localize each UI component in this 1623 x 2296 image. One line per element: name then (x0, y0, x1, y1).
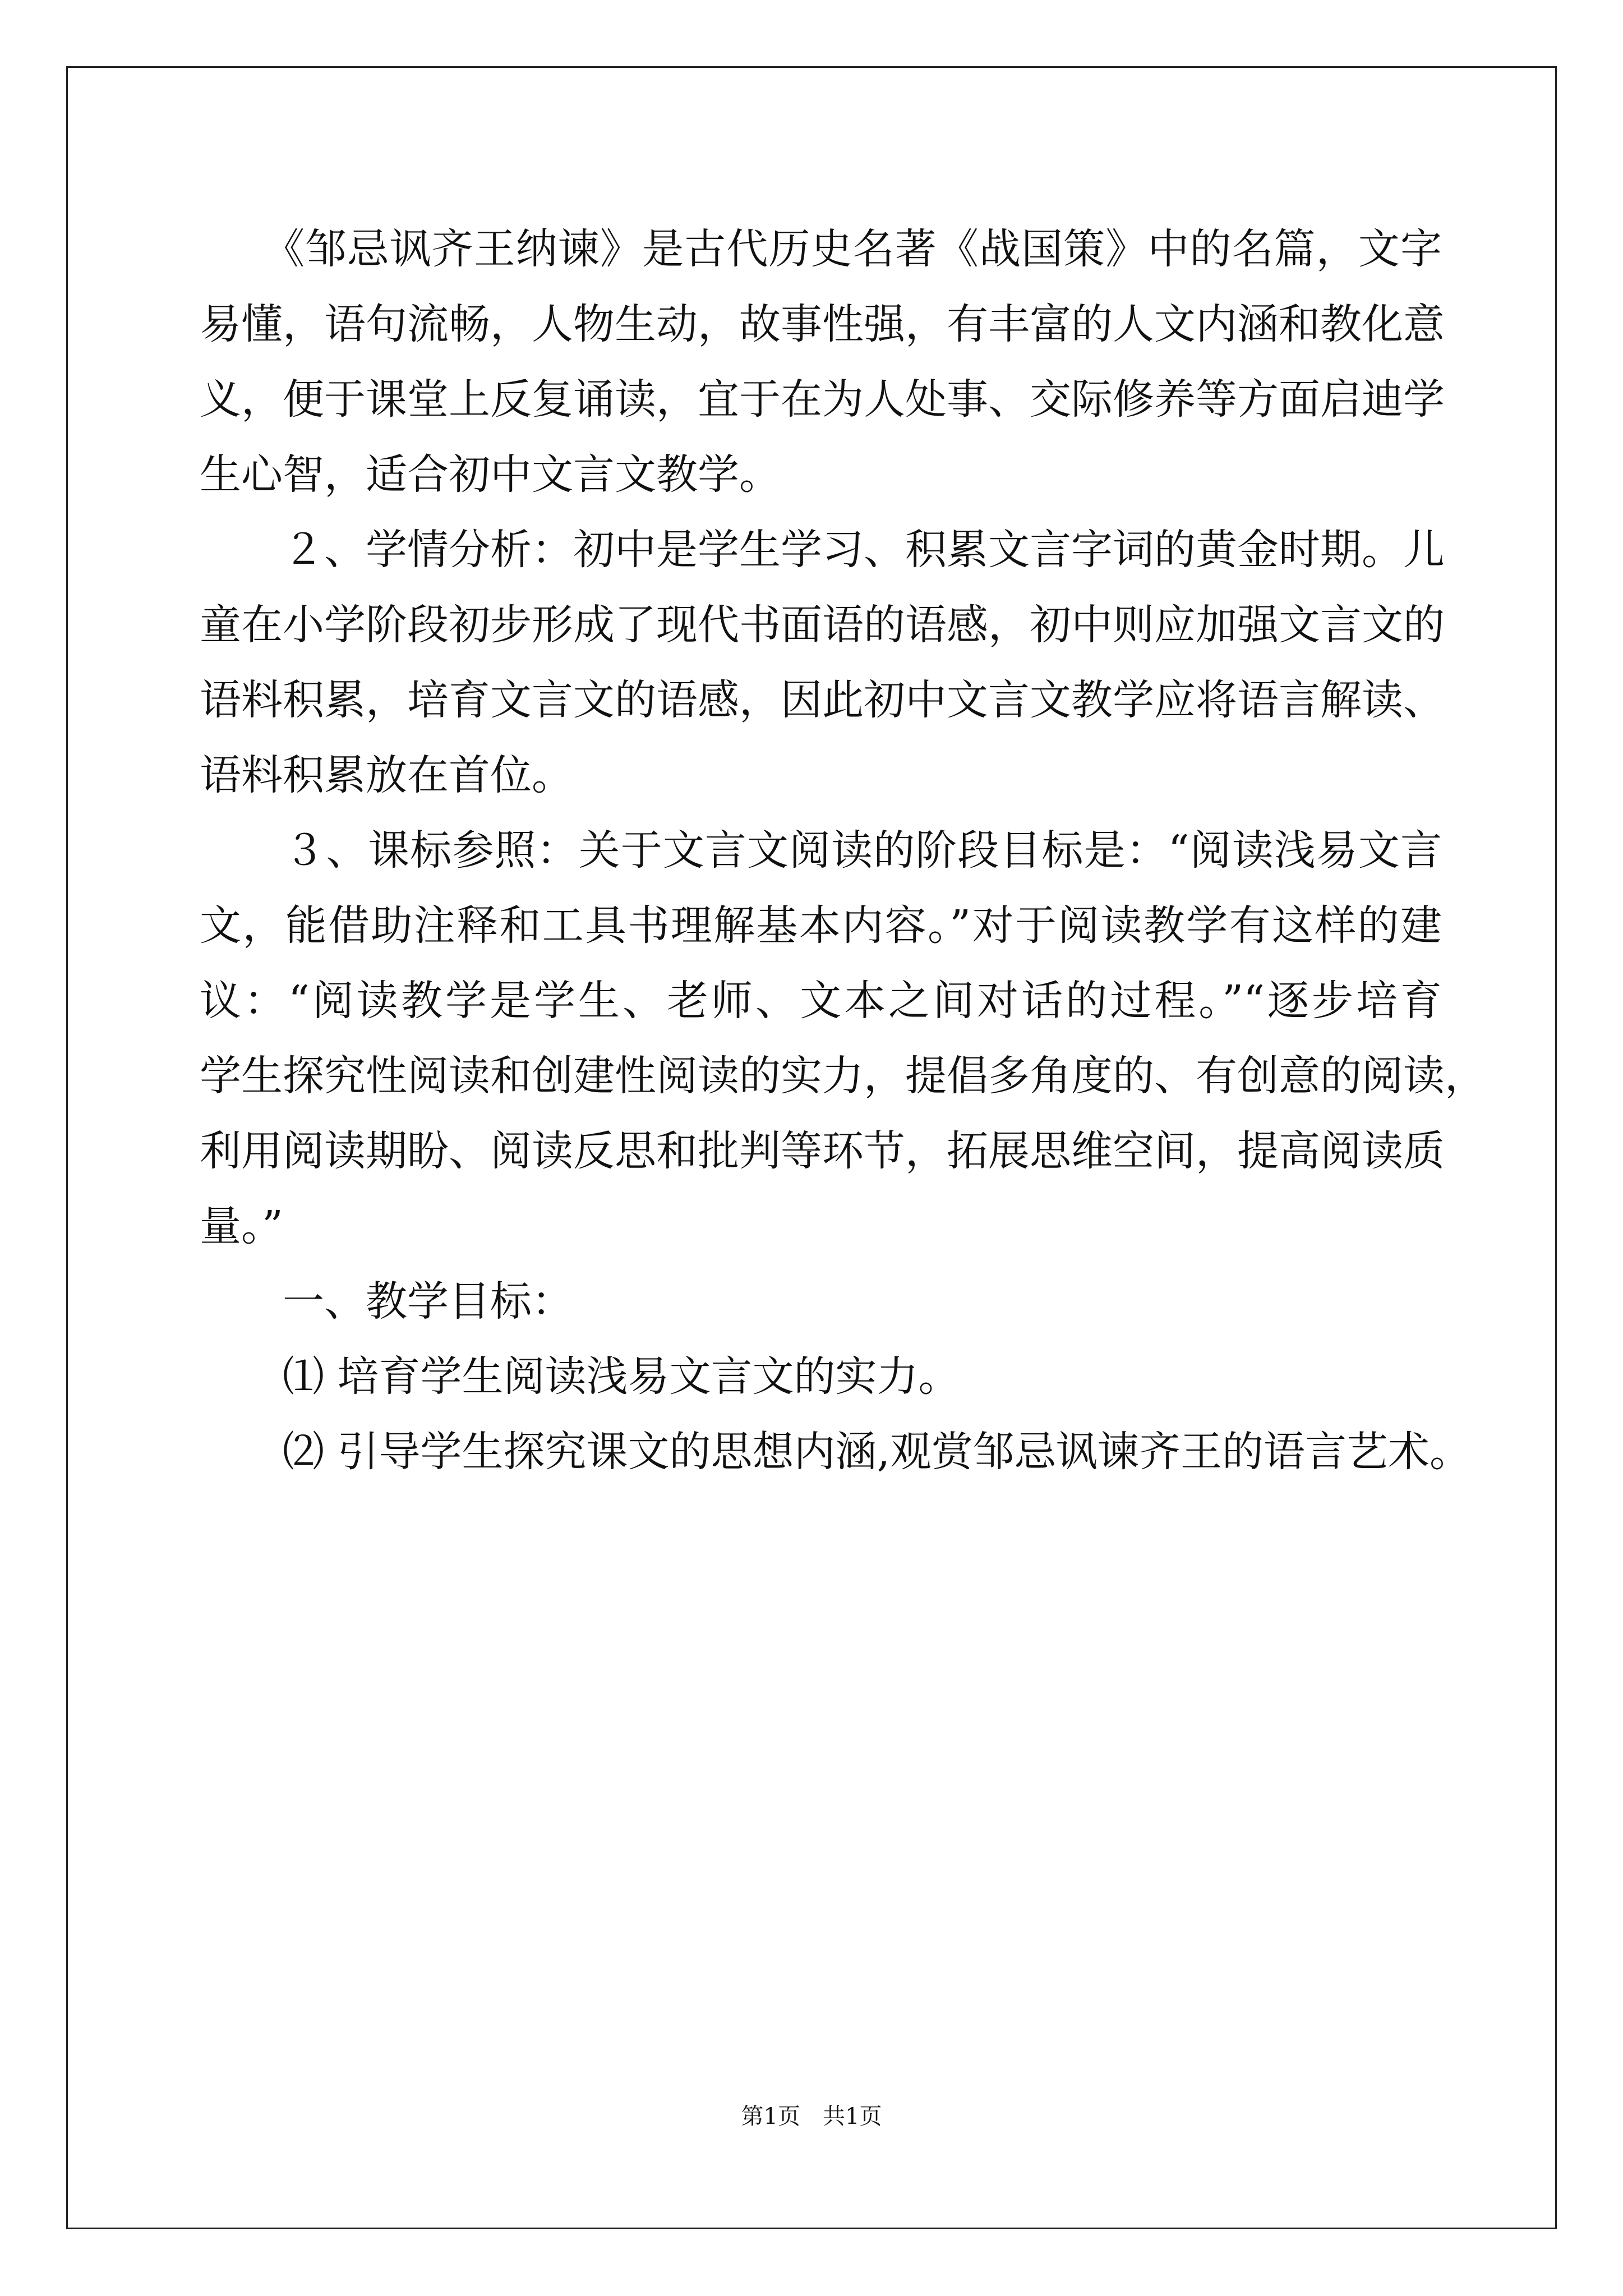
text-line: 《邹忌讽齐王纳谏》是古代历史名著《战国策》中的名篇，文字 (200, 225, 1442, 273)
text-line: ２、学情分析：初中是学生学习、积累文言字词的黄金时期。儿 (200, 526, 1445, 574)
text-line: 文，能借助注释和工具书理解基本内容。”对于阅读教学有这样的建 (200, 901, 1442, 950)
text-line: ３、课标参照：关于文言文阅读的阶段目标是：“阅读浅易文言 (200, 826, 1442, 875)
page-footer: 第1页 共1页 (741, 2104, 882, 2129)
text-line: 量。” (200, 1202, 283, 1250)
text-line: 语料积累放在首位。 (200, 751, 573, 799)
text-line: 义，便于课堂上反复诵读，宜于在为人处事、交际修养等方面启迪学 (200, 375, 1445, 424)
text-line: 利用阅读期盼、阅读反思和批判等环节，拓展思维空间，提高阅读质 (200, 1127, 1445, 1175)
list-item: ⑴ 培育学生阅读浅易文言文的实力。 (200, 1352, 960, 1401)
section-heading: 一、教学目标： (200, 1277, 573, 1326)
text-line: 语料积累，培育文言文的语感，因此初中文言文教学应将语言解读、 (200, 676, 1445, 724)
text-line: 议：“阅读教学是学生、老师、文本之间对话的过程。”“逐步培育 (200, 977, 1442, 1025)
text-line: 学生探究性阅读和创建性阅读的实力，提倡多角度的、有创意的阅读， (200, 1052, 1486, 1100)
text-line: 童在小学阶段初步形成了现代书面语的语感，初中则应加强文言文的 (200, 601, 1445, 649)
list-item: ⑵ 引导学生探究课文的思想内涵,观赏邹忌讽谏齐王的语言艺术。 (200, 1428, 1472, 1476)
text-line: 生心智，适合初中文言文教学。 (200, 450, 781, 499)
text-line: 易懂，语句流畅，人物生动，故事性强，有丰富的人文内涵和教化意 (200, 300, 1445, 348)
